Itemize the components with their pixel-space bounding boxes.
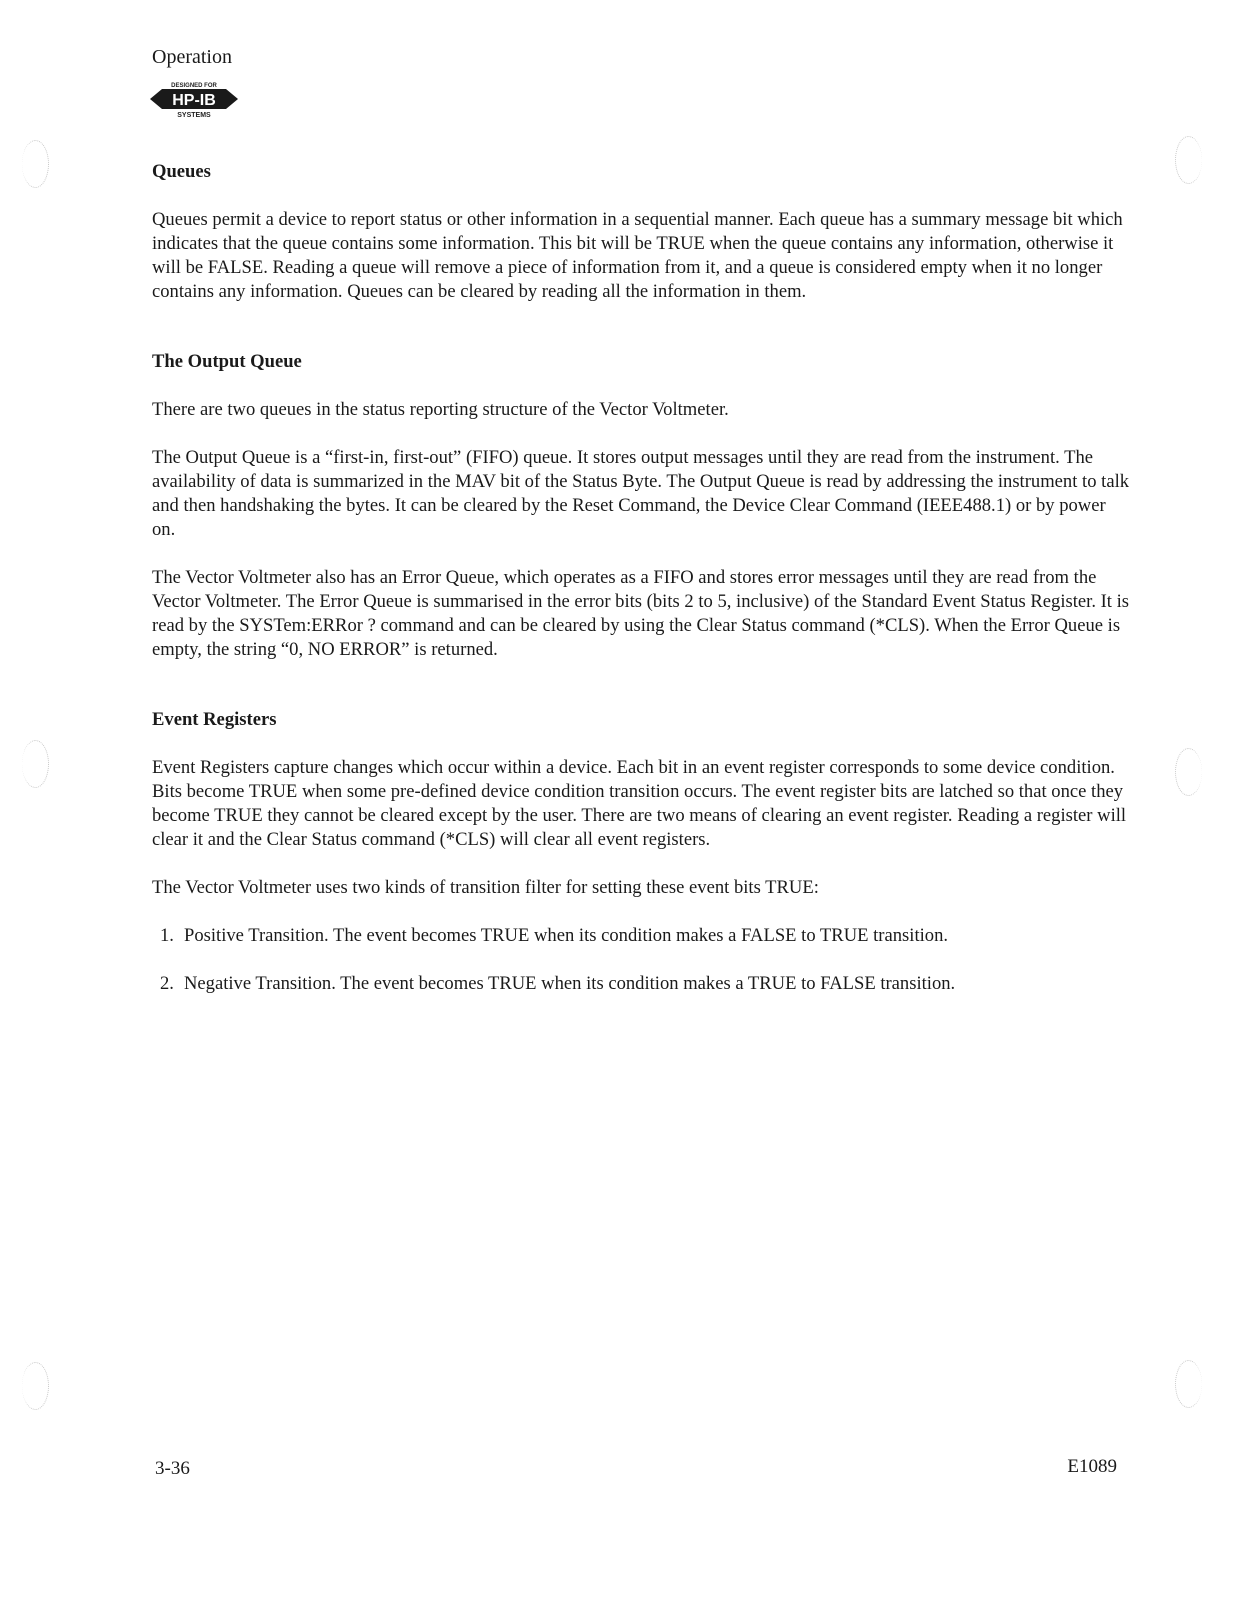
list-item-number: 2. (160, 973, 174, 994)
logo-main-text: HP-IB (172, 92, 216, 109)
hp-ib-logo (148, 78, 240, 122)
list-item-text: Negative Transition. The event becomes TRUE when its condition makes a TRUE to FALSE transition. (184, 973, 956, 994)
binder-hole-mark (1175, 748, 1202, 796)
main-content (152, 160, 1132, 1020)
output-queue-heading: The Output Queue (152, 351, 302, 372)
output-queue-paragraph-1: There are two queues in the status reporting structure of the Vector Voltmeter. (152, 399, 729, 420)
model-number: E1089 (1067, 1456, 1117, 1477)
logo-bottom-text: SYSTEMS (177, 112, 211, 119)
queues-body: Queues permit a device to report status or other information in a sequential manner. Each queue has a summary message bit which indicates that the queue contains some information. This bit will be TRUE when the queue contains any information, otherwise it will be FALSE. Reading a queue will remove a piece of information from it, and a queue is considered empty when it no longer contains any information. Queues can be cleared by reading all the information in them. (152, 209, 1123, 302)
binder-hole-mark (1175, 136, 1202, 184)
output-queue-paragraph-2: The Output Queue is a “first-in, first-out” (FIFO) queue. It stores output messages until they are read from the instrument. The availability of data is summarized in the MAV bit of the Status Byte. The Output Queue is read by addressing the instrument to talk and then handshaking the bytes. It can be cleared by the Reset Command, the Device Clear Command (IEEE488.1) or by power on. (152, 447, 1130, 540)
binder-hole-mark (22, 140, 49, 188)
list-item (152, 972, 1132, 996)
list-item-number: 1. (160, 925, 174, 946)
logo-top-text: DESIGNED FOR (171, 83, 217, 89)
event-registers-paragraph-2: The Vector Voltmeter uses two kinds of transition filter for setting these event bits TRUE: (152, 877, 819, 898)
binder-hole-mark (22, 740, 49, 788)
binder-hole-mark (1175, 1360, 1202, 1408)
queues-heading: Queues (152, 161, 211, 182)
event-registers-paragraph-1: Event Registers capture changes which occur within a device. Each bit in an event register corresponds to some device condition. Bits become TRUE when some pre-defined device condition transition occurs. The event register bits are latched so that once they become TRUE they cannot be cleared except by the user. There are two means of clearing an event register. Reading a register will clear it and the Clear Status command (*CLS) will clear all event registers. (152, 757, 1127, 850)
event-registers-heading: Event Registers (152, 709, 277, 730)
page-number: 3-36 (155, 1458, 190, 1479)
section-header: Operation (152, 46, 232, 68)
list-item-text: Positive Transition. The event becomes TRUE when its condition makes a FALSE to TRUE transition. (184, 925, 949, 946)
output-queue-paragraph-3: The Vector Voltmeter also has an Error Queue, which operates as a FIFO and stores error messages until they are read from the Vector Voltmeter. The Error Queue is summarised in the error bits (bits 2 to 5, inclusive) of the Standard Event Status Register. It is read by the SYSTem:ERRor ? command and can be cleared by using the Clear Status command (*CLS). When the Error Queue is empty, the string “0, NO ERROR” is returned. (152, 567, 1130, 660)
transition-list (152, 924, 1132, 996)
list-item (152, 924, 1132, 948)
binder-hole-mark (22, 1362, 49, 1410)
